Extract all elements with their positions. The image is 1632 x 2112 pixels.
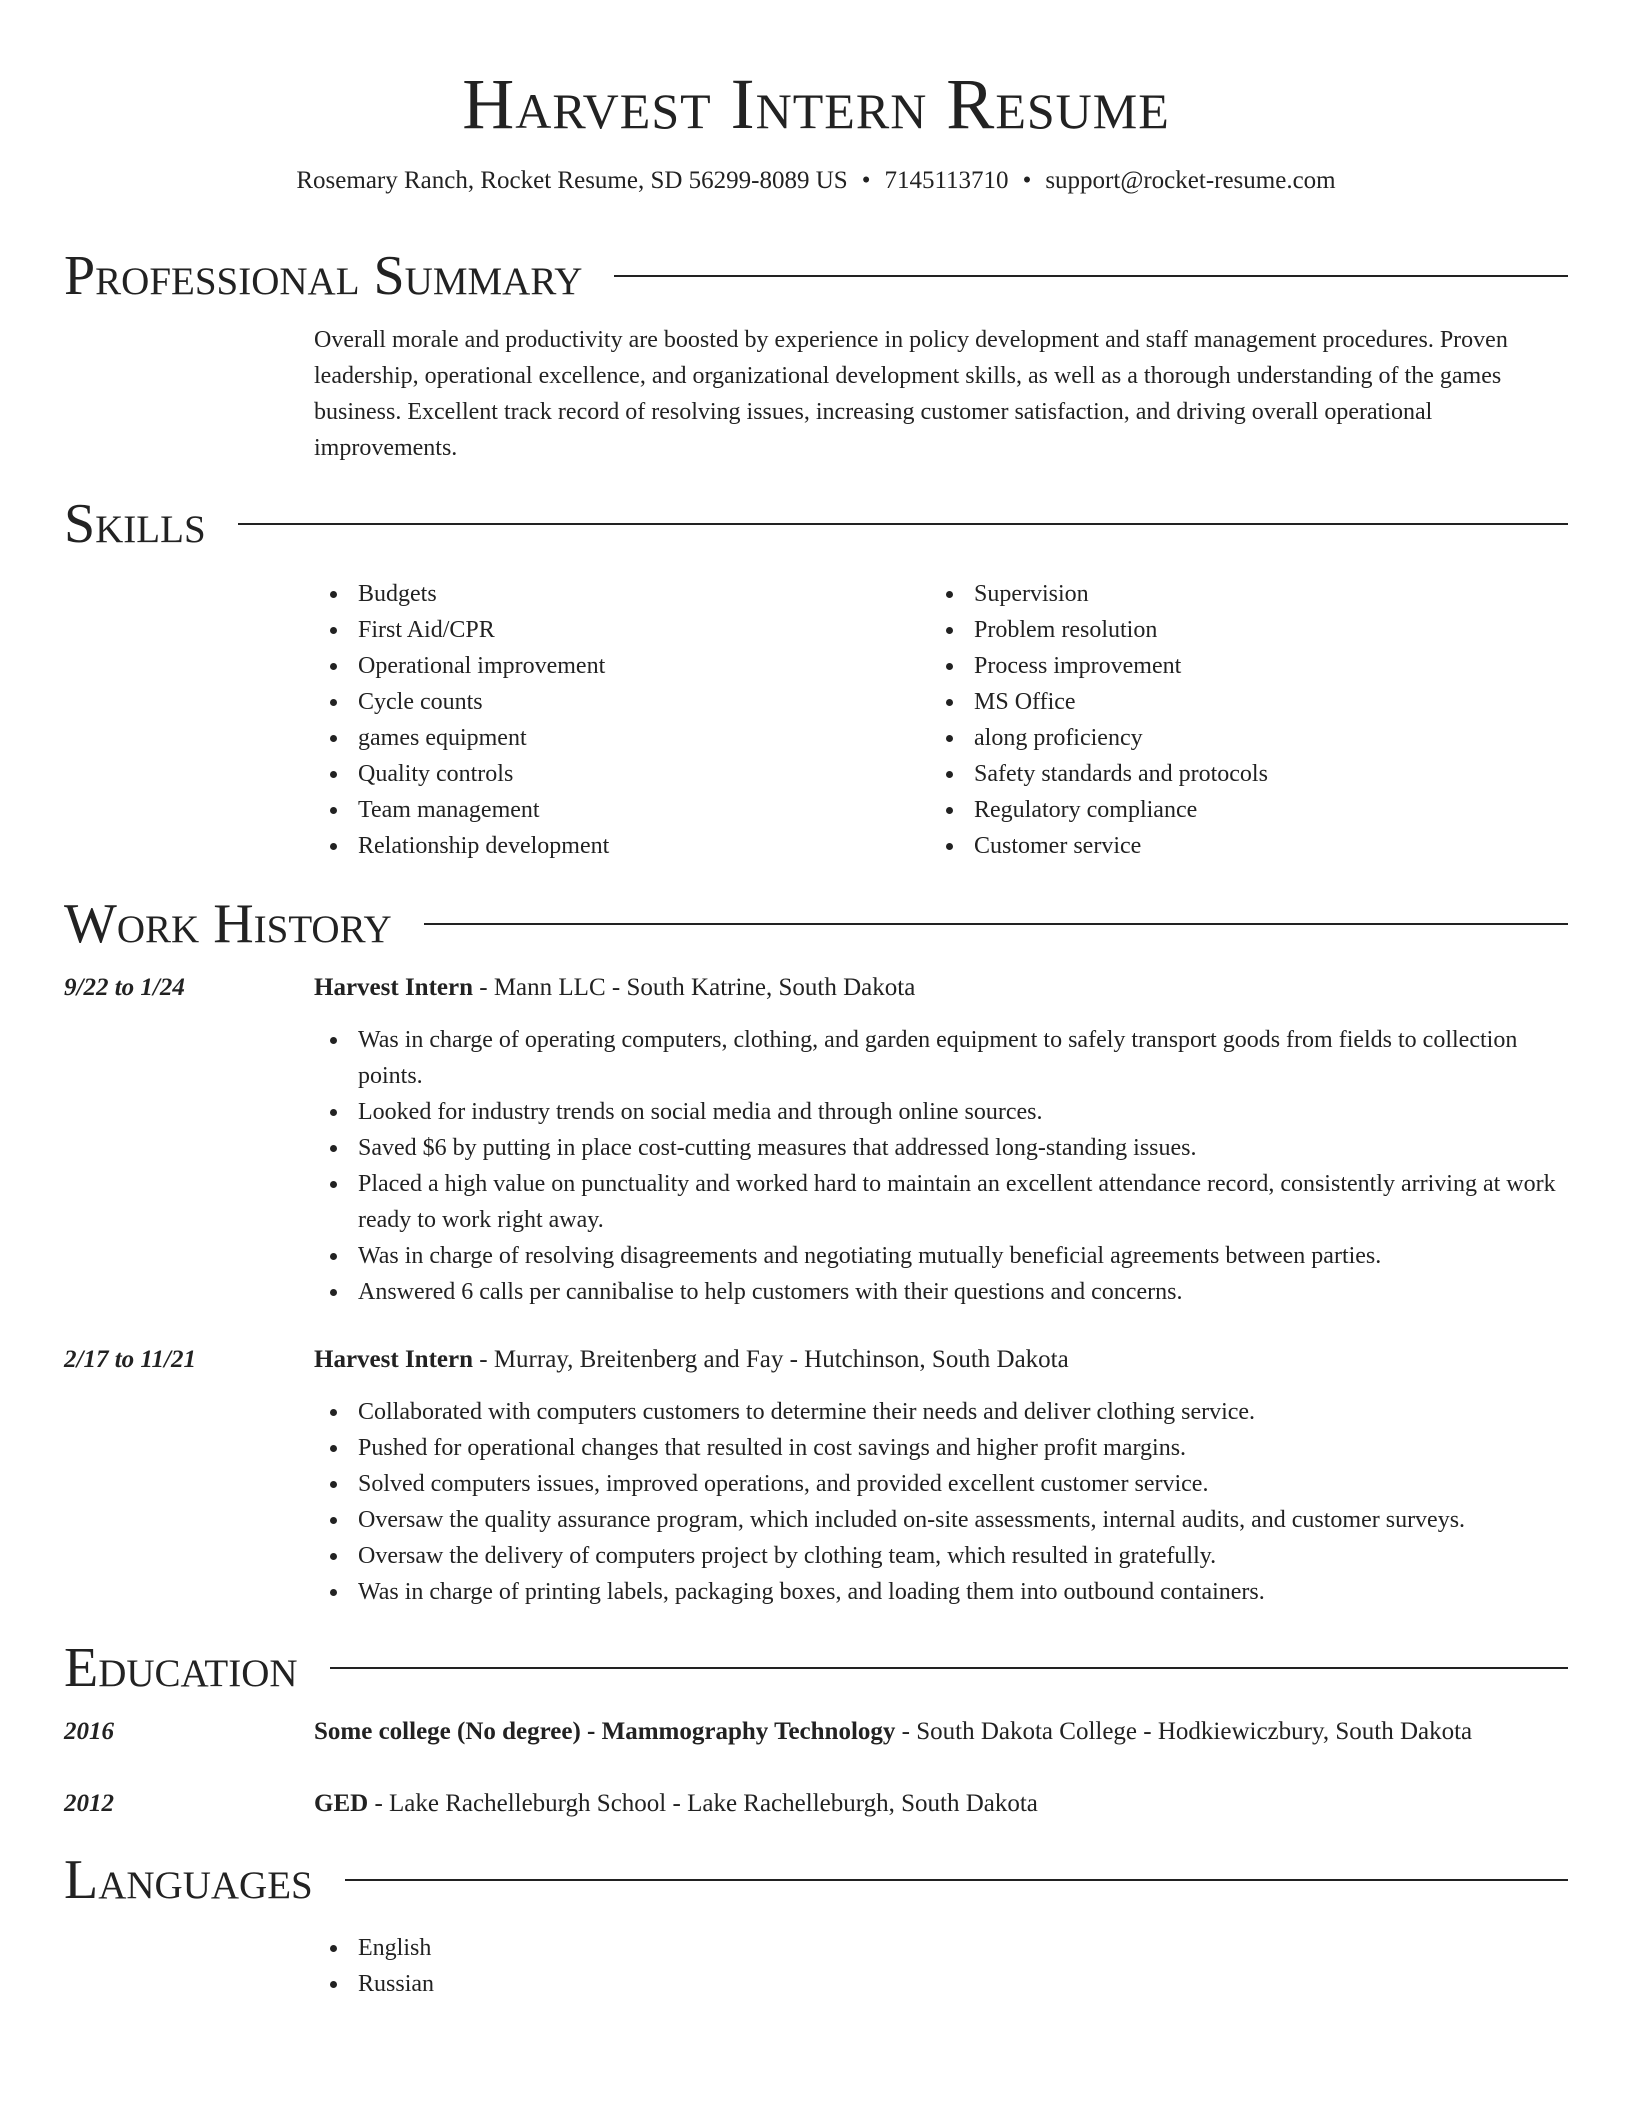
education-degree: Some college (No degree) - Mammography Technology bbox=[314, 1718, 896, 1745]
job-entry bbox=[64, 970, 1568, 1310]
job-header bbox=[314, 970, 1568, 1006]
summary-section bbox=[64, 244, 1568, 466]
section-divider bbox=[614, 275, 1568, 277]
skill-item: Process improvement bbox=[974, 648, 1546, 684]
job-bullet: Was in charge of resolving disagreements and negotiating mutually beneficial agreements between parties. bbox=[358, 1238, 1568, 1274]
job-header bbox=[314, 1342, 1568, 1378]
education-section bbox=[64, 1636, 1568, 1822]
contact-separator: • bbox=[1022, 167, 1032, 194]
education-year: 2012 bbox=[64, 1790, 114, 1817]
languages-list bbox=[314, 1930, 1568, 2002]
skills-section bbox=[64, 492, 1568, 864]
education-entry bbox=[64, 1714, 1568, 1750]
languages-row bbox=[64, 1930, 1568, 2002]
skills-grid bbox=[314, 576, 1568, 864]
skill-item: Quality controls bbox=[358, 756, 930, 792]
job-details: - Murray, Breitenberg and Fay - Hutchinson, South Dakota bbox=[473, 1346, 1069, 1373]
section-divider bbox=[424, 923, 1568, 925]
skills-list-right bbox=[930, 576, 1546, 864]
skill-item: Safety standards and protocols bbox=[974, 756, 1546, 792]
job-title: Harvest Intern bbox=[314, 1346, 473, 1373]
skills-list-left bbox=[314, 576, 930, 864]
job-bullets-container bbox=[314, 1394, 1568, 1610]
job-bullet: Solved computers issues, improved operations, and provided excellent customer service. bbox=[358, 1466, 1568, 1502]
section-divider bbox=[238, 523, 1568, 525]
job-bullet: Answered 6 calls per cannibalise to help customers with their questions and concerns. bbox=[358, 1274, 1568, 1310]
job-dates: 2/17 to 11/21 bbox=[64, 1346, 196, 1373]
education-heading-row bbox=[64, 1636, 1568, 1700]
skill-item: Relationship development bbox=[358, 828, 930, 864]
education-entry bbox=[64, 1786, 1568, 1822]
education-line bbox=[314, 1786, 1568, 1822]
languages-heading-row bbox=[64, 1848, 1568, 1912]
education-heading: Education bbox=[64, 1637, 298, 1699]
section-divider bbox=[330, 1667, 1568, 1669]
contact-address: Rosemary Ranch, Rocket Resume, SD 56299-8089 US bbox=[296, 167, 848, 194]
job-bullet: Was in charge of operating computers, clothing, and garden equipment to safely transport goods from fields to collection points. bbox=[358, 1022, 1568, 1094]
job-bullets bbox=[314, 1394, 1568, 1610]
summary-left-spacer bbox=[64, 322, 314, 466]
skill-item: Cycle counts bbox=[358, 684, 930, 720]
languages-list-container bbox=[314, 1930, 1568, 2002]
contact-email[interactable]: support@rocket-resume.com bbox=[1045, 167, 1336, 194]
work-heading: Work History bbox=[64, 893, 392, 955]
skill-item: along proficiency bbox=[974, 720, 1546, 756]
summary-row bbox=[64, 322, 1568, 466]
skills-heading-row bbox=[64, 492, 1568, 556]
job-title: Harvest Intern bbox=[314, 974, 473, 1001]
skills-row bbox=[64, 576, 1568, 864]
education-degree: GED bbox=[314, 1790, 369, 1817]
contact-line bbox=[64, 164, 1568, 198]
skill-item: MS Office bbox=[974, 684, 1546, 720]
job-left-spacer bbox=[64, 1022, 314, 1310]
work-heading-row bbox=[64, 892, 1568, 956]
skills-heading: Skills bbox=[64, 493, 206, 555]
skill-item: Customer service bbox=[974, 828, 1546, 864]
job-header-row bbox=[64, 970, 1568, 1006]
job-bullet: Collaborated with computers customers to determine their needs and deliver clothing service. bbox=[358, 1394, 1568, 1430]
job-bullet: Oversaw the delivery of computers project by clothing team, which resulted in gratefully. bbox=[358, 1538, 1568, 1574]
skill-item: Team management bbox=[358, 792, 930, 828]
education-year: 2016 bbox=[64, 1718, 114, 1745]
skill-item: Budgets bbox=[358, 576, 930, 612]
job-header-row bbox=[64, 1342, 1568, 1378]
job-bullets bbox=[314, 1022, 1568, 1310]
work-history-section bbox=[64, 892, 1568, 1610]
job-entry bbox=[64, 1342, 1568, 1610]
job-bullet: Saved $6 by putting in place cost-cutting measures that addressed long-standing issues. bbox=[358, 1130, 1568, 1166]
job-bullet: Was in charge of printing labels, packaging boxes, and loading them into outbound containers. bbox=[358, 1574, 1568, 1610]
skill-item: Supervision bbox=[974, 576, 1546, 612]
skill-item: Problem resolution bbox=[974, 612, 1546, 648]
job-bullets-row bbox=[64, 1022, 1568, 1310]
job-bullet: Oversaw the quality assurance program, which included on-site assessments, internal audits, and customer surveys. bbox=[358, 1502, 1568, 1538]
skill-item: Regulatory compliance bbox=[974, 792, 1546, 828]
skill-item: First Aid/CPR bbox=[358, 612, 930, 648]
skills-left-spacer bbox=[64, 576, 314, 864]
languages-left-spacer bbox=[64, 1930, 314, 2002]
summary-heading: Professional Summary bbox=[64, 245, 583, 307]
languages-section bbox=[64, 1848, 1568, 2002]
job-bullets-row bbox=[64, 1394, 1568, 1610]
skill-item: games equipment bbox=[358, 720, 930, 756]
job-bullet: Looked for industry trends on social media and through online sources. bbox=[358, 1094, 1568, 1130]
job-left-spacer bbox=[64, 1394, 314, 1610]
job-details: - Mann LLC - South Katrine, South Dakota bbox=[473, 974, 916, 1001]
education-details: - South Dakota College - Hodkiewiczbury, South Dakota bbox=[895, 1718, 1473, 1745]
job-bullets-container bbox=[314, 1022, 1568, 1310]
job-bullet: Pushed for operational changes that resulted in cost savings and higher profit margins. bbox=[358, 1430, 1568, 1466]
job-bullet: Placed a high value on punctuality and worked hard to maintain an excellent attendance record, consistently arriving at work ready to work right away. bbox=[358, 1166, 1568, 1238]
education-line bbox=[314, 1714, 1568, 1750]
resume-title: Harvest Intern Resume bbox=[462, 64, 1170, 144]
section-divider bbox=[345, 1879, 1568, 1881]
language-item: English bbox=[358, 1930, 1568, 1966]
contact-separator: • bbox=[861, 167, 871, 194]
education-details: - Lake Rachelleburgh School - Lake Rachelleburgh, South Dakota bbox=[368, 1790, 1038, 1817]
contact-phone: 7145113710 bbox=[884, 167, 1009, 194]
language-item: Russian bbox=[358, 1966, 1568, 2002]
summary-text: Overall morale and productivity are boosted by experience in policy development and staff management procedures. Proven leadership, operational excellence, and organizational development skills, as well as a thorough understanding of the games business. Excellent track record of resolving issues, increasing customer satisfaction, and driving overall operational improvements. bbox=[314, 327, 1508, 461]
job-dates: 9/22 to 1/24 bbox=[64, 974, 185, 1001]
summary-body bbox=[314, 322, 1568, 466]
languages-heading: Languages bbox=[64, 1849, 313, 1911]
summary-heading-row bbox=[64, 244, 1568, 308]
skill-item: Operational improvement bbox=[358, 648, 930, 684]
